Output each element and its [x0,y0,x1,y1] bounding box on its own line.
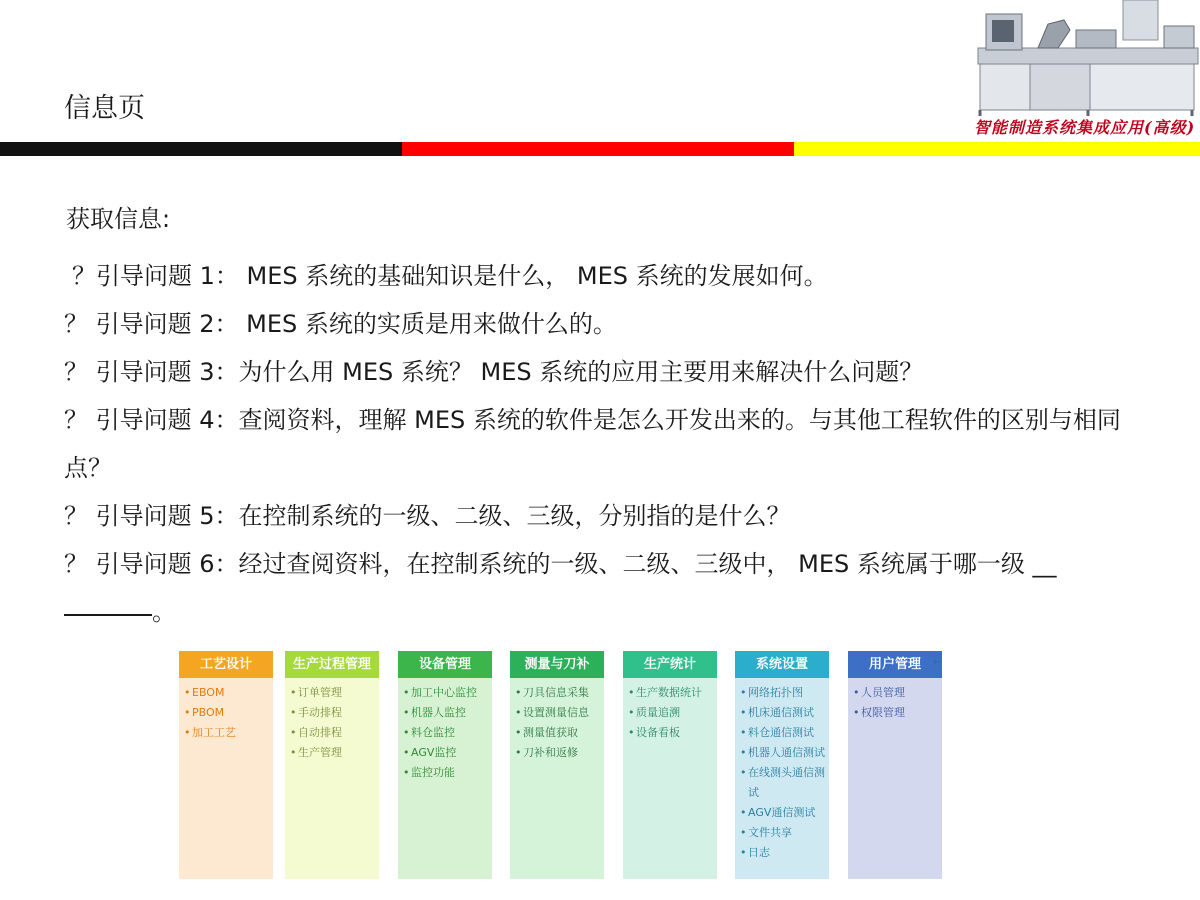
bullet-icon: • [628,706,635,719]
module-column [285,651,379,879]
section-heading: 获取信息: [66,205,171,233]
module-menu-item-label: 权限管理 [861,706,905,719]
module-column-header[interactable]: 测量与刀补 [510,651,604,678]
module-column [179,651,273,879]
module-menu-item-label: 机床通信测试 [748,706,814,719]
module-menu-item[interactable] [740,823,825,843]
module-menu-item[interactable] [740,843,825,863]
module-column-items [510,678,604,763]
module-menu-item[interactable] [290,743,375,763]
module-menu-item[interactable] [403,683,488,703]
module-menu-item[interactable] [740,743,825,763]
module-menu-item-label: 机器人监控 [411,706,466,719]
module-column-items [848,678,942,723]
page-title: 信息页 [64,93,145,124]
module-menu-item[interactable] [853,703,938,723]
module-menu-item[interactable] [740,703,825,723]
module-menu-item[interactable] [740,723,825,743]
module-menu-item-label: 文件共享 [748,826,792,839]
module-menu-item[interactable] [290,683,375,703]
module-menu-item[interactable] [740,763,825,803]
module-menu-item-label: 自动排程 [298,726,342,739]
bullet-icon: • [184,726,191,739]
course-logo-text: 智能制造系统集成应用(高级) [974,118,1196,137]
module-menu-item-label: 刀具信息采集 [523,686,589,699]
answer-line-period: 。 [152,598,176,626]
bullet-icon: • [290,706,297,719]
bullet-icon: • [740,846,747,859]
module-menu-item-label: 刀补和返修 [523,746,578,759]
question-list [64,252,1159,636]
bullet-icon: • [403,726,410,739]
module-menu-item[interactable] [740,683,825,703]
module-menu-item-label: 料仓通信测试 [748,726,814,739]
module-menu-item-label: 测量值获取 [523,726,578,739]
module-column-header[interactable]: 生产过程管理 [285,651,379,678]
module-column-items [398,678,492,783]
bullet-icon: • [628,726,635,739]
module-menu-item-label: 监控功能 [411,766,455,779]
guide-question-3: ？ 引导问题 3：为什么用 MES 系统？ MES 系统的应用主要用来解决什么问题？ [64,358,924,386]
bullet-icon: • [515,746,522,759]
bullet-icon: • [184,706,191,719]
module-menu-item-label: 日志 [748,846,770,859]
bullet-icon: • [740,746,747,759]
module-menu-item-label: AGV监控 [411,746,457,759]
module-menu-item[interactable] [628,723,713,743]
module-menu-item-label: 生产管理 [298,746,342,759]
module-column [623,651,717,879]
guide-question-6: ？ 引导问题 6：经过查阅资料，在控制系统的一级、二级、三级中， MES 系统属于哪一级 __ [64,550,1057,578]
module-menu-item[interactable] [628,703,713,723]
bullet-icon: • [740,766,747,779]
module-menu-item-label: 手动排程 [298,706,342,719]
module-menu-item[interactable] [403,763,488,783]
module-menu-item-label: 料仓监控 [411,726,455,739]
module-menu-item[interactable] [740,803,825,823]
guide-question-5: ？ 引导问题 5：在控制系统的一级、二级、三级，分别指的是什么？ [64,502,791,530]
bullet-icon: • [403,706,410,719]
module-menu-item-label: 订单管理 [298,686,342,699]
module-menu-item-label: 网络拓扑图 [748,686,803,699]
divider-black [0,142,402,156]
module-menu-item[interactable] [515,743,600,763]
module-menu-item[interactable] [515,683,600,703]
module-menu-item[interactable] [515,723,600,743]
module-menu-item[interactable] [403,723,488,743]
module-menu-item-label: 生产数据统计 [636,686,702,699]
module-column [848,651,942,879]
module-menu-item[interactable] [853,683,938,703]
divider-yellow [794,142,1200,156]
module-column [735,651,829,879]
module-menu-item-label: 加工中心监控 [411,686,477,699]
module-column-header[interactable]: 设备管理 [398,651,492,678]
module-column [398,651,492,879]
module-menu-item-label: AGV通信测试 [748,806,816,819]
answer-blank [64,588,152,616]
module-column-items [179,678,273,743]
bullet-icon: • [515,686,522,699]
module-menu-item-label: 质量追溯 [636,706,680,719]
bullet-icon: • [515,726,522,739]
module-menu-item-label: PBOM [192,706,225,719]
module-menu-item[interactable] [628,683,713,703]
bullet-icon: • [403,686,410,699]
bullet-icon: • [853,706,860,719]
module-column-header[interactable]: 系统设置 [735,651,829,678]
module-menu-item[interactable] [290,703,375,723]
bullet-icon: • [403,766,410,779]
module-menu-item-label: 人员管理 [861,686,905,699]
guide-question-1: ？引导问题 1： MES 系统的基础知识是什么， MES 系统的发展如何。 [72,262,828,290]
module-menu-item[interactable] [515,703,600,723]
bullet-icon: • [628,686,635,699]
divider-red [402,142,794,156]
bullet-icon: • [853,686,860,699]
module-menu-item[interactable] [290,723,375,743]
module-menu-item[interactable] [184,703,269,723]
machine-illustration [968,0,1200,118]
module-menu-item[interactable] [403,703,488,723]
arrow-mark-icon: ← [933,657,942,668]
guide-question-2: ？ 引导问题 2： MES 系统的实质是用来做什么的。 [64,310,617,338]
module-menu-item[interactable] [403,743,488,763]
bullet-icon: • [290,686,297,699]
module-column-header[interactable]: 生产统计 [623,651,717,678]
bullet-icon: • [740,686,747,699]
bullet-icon: • [740,806,747,819]
bullet-icon: • [184,686,191,699]
bullet-icon: • [403,746,410,759]
module-column-items [285,678,379,763]
module-menu-item-label: 设备看板 [636,726,680,739]
module-column-header[interactable]: 工艺设计 [179,651,273,678]
module-menu-item-label: EBOM [192,686,225,699]
module-menu-item-label: 在线测头通信测试 [748,766,825,799]
bullet-icon: • [290,746,297,759]
module-column-items [623,678,717,743]
module-menu-item-label: 机器人通信测试 [748,746,825,759]
module-column-items [735,678,829,863]
module-menu-item[interactable] [184,723,269,743]
bullet-icon: • [740,826,747,839]
module-column [510,651,604,879]
module-menu-item-label: 加工工艺 [192,726,236,739]
module-column-header[interactable]: 用户管理 [848,651,942,678]
guide-question-4: ？ 引导问题 4：查阅资料，理解 MES 系统的软件是怎么开发出来的。与其他工程软件的区别与相同点？ [64,406,1121,482]
bullet-icon: • [515,706,522,719]
module-menu-item-label: 设置测量信息 [523,706,589,719]
module-menu-item[interactable] [184,683,269,703]
bullet-icon: • [740,726,747,739]
bullet-icon: • [740,706,747,719]
guide-question-6-answer-line [64,588,1159,636]
bullet-icon: • [290,726,297,739]
